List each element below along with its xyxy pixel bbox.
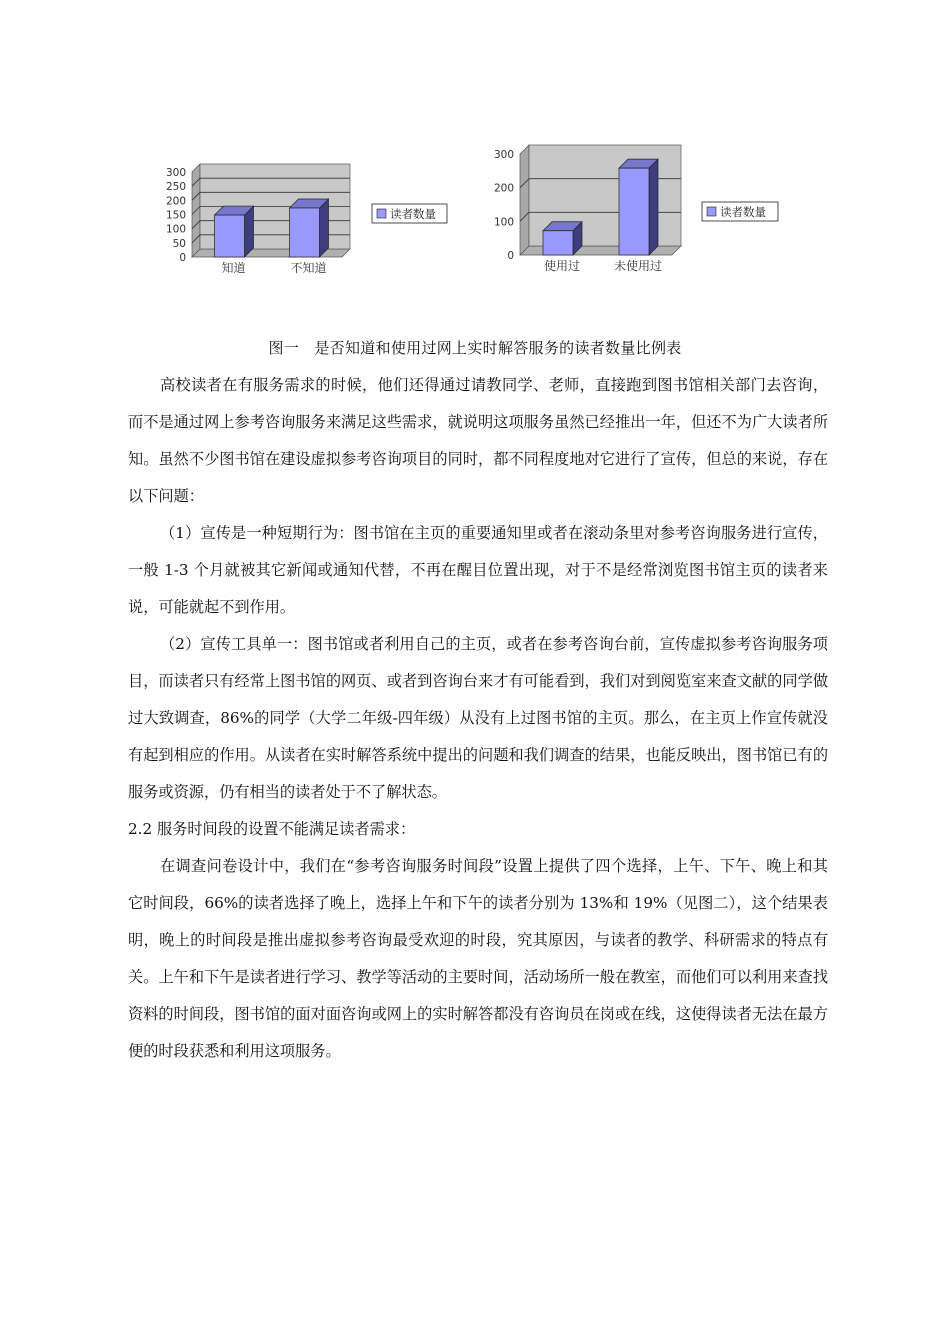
- legend-label: 读者数量: [720, 205, 766, 219]
- bar: [290, 208, 320, 257]
- bar: [215, 215, 245, 257]
- y-tick-label: 200: [493, 182, 514, 195]
- paragraph-1: 高校读者在有服务需求的时候，他们还得通过请教同学、老师，直接跑到图书馆相关部门去咨询，而不是通过网上参考咨询服务来满足这些需求，就说明这项服务虽然已经推出一年，但还不为广大读者所知。虽然不少图书馆在建设虚拟参考咨询项目的同时，都不同程度地对它进行了宣传，但总的来说，存在以下问题：: [128, 376, 828, 505]
- legend-label: 读者数量: [390, 207, 436, 221]
- figure-caption: 图一 是否知道和使用过网上实时解答服务的读者数量比例表: [268, 339, 682, 357]
- y-tick-label: 100: [165, 223, 186, 236]
- legend: [372, 204, 447, 223]
- y-tick-label: 200: [165, 195, 186, 208]
- y-tick-label: 250: [165, 181, 186, 194]
- bar: [543, 231, 573, 255]
- paragraph-3: （2）宣传工具单一：图书馆或者利用自己的主页，或者在参考咨询台前，宣传虚拟参考咨询服务项目，而读者只有经常上图书馆的网页、或者到咨询台来才有可能看到，我们对到阅览室来查文献的同学做过大致调查，86%的同学（大学二年级-四年级）从没有上过图书馆的主页。那么，在主页上作宣传就没有起到相应的作用。从读者在实时解答系统中提出的问题和我们调查的结果，也能反映出，图书馆已有的服务或资源，仍有相当的读者处于不了解状态。: [128, 635, 828, 801]
- chart-side-wall: [520, 145, 529, 255]
- y-tick-label: 50: [172, 237, 186, 250]
- y-tick-label: 0: [507, 250, 514, 262]
- legend-swatch: [377, 209, 386, 218]
- chart-used: [480, 140, 790, 282]
- x-tick-label: 知道: [221, 261, 246, 275]
- chart-used-svg: [480, 140, 790, 282]
- y-tick-label: 0: [179, 252, 186, 264]
- x-tick-label: 未使用过: [613, 259, 663, 273]
- x-tick-label: 不知道: [290, 261, 327, 275]
- bar-side: [649, 159, 658, 255]
- paragraph-4: 在调查问卷设计中，我们在“参考咨询服务时间段”设置上提供了四个选择，上午、下午、晚上和其它时间段，66%的读者选择了晚上，选择上午和下午的读者分别为 13%和 19%（见图二），这个结果表明，晚上的时间段是推出虚拟参考咨询最受欢迎的时段，究其原因，与读者的教学、科研需求的特点有关。上午和下午是读者进行学习、教学等活动的主要时间，活动场所一般在教室，而他们可以利用来查找资料的时间段，图书馆的面对面咨询或网上的实时解答都没有咨询员在岗或在线，这使得读者无法在最方便的时段获悉和利用这项服务。: [128, 857, 828, 1060]
- legend: [702, 202, 778, 221]
- y-tick-label: 150: [165, 209, 186, 222]
- chart-known: [150, 142, 450, 282]
- y-tick-label: 100: [493, 216, 514, 229]
- paragraph-2: （1）宣传是一种短期行为：图书馆在主页的重要通知里或者在滚动条里对参考咨询服务进行宣传，一般 1-3 个月就被其它新闻或通知代替，不再在醒目位置出现，对于不是经常浏览图书馆主页的读者来说，可能就起不到作用。: [128, 524, 828, 616]
- y-tick-label: 300: [493, 149, 514, 161]
- body-text: [128, 367, 828, 1070]
- chart-known-svg: [150, 142, 450, 282]
- y-tick-label: 300: [165, 167, 186, 179]
- legend-swatch: [707, 207, 716, 216]
- x-tick-label: 使用过: [543, 259, 581, 273]
- section-heading: 2.2 服务时间段的设置不能满足读者需求：: [128, 820, 416, 838]
- bar-side: [320, 199, 329, 257]
- bar: [619, 168, 649, 255]
